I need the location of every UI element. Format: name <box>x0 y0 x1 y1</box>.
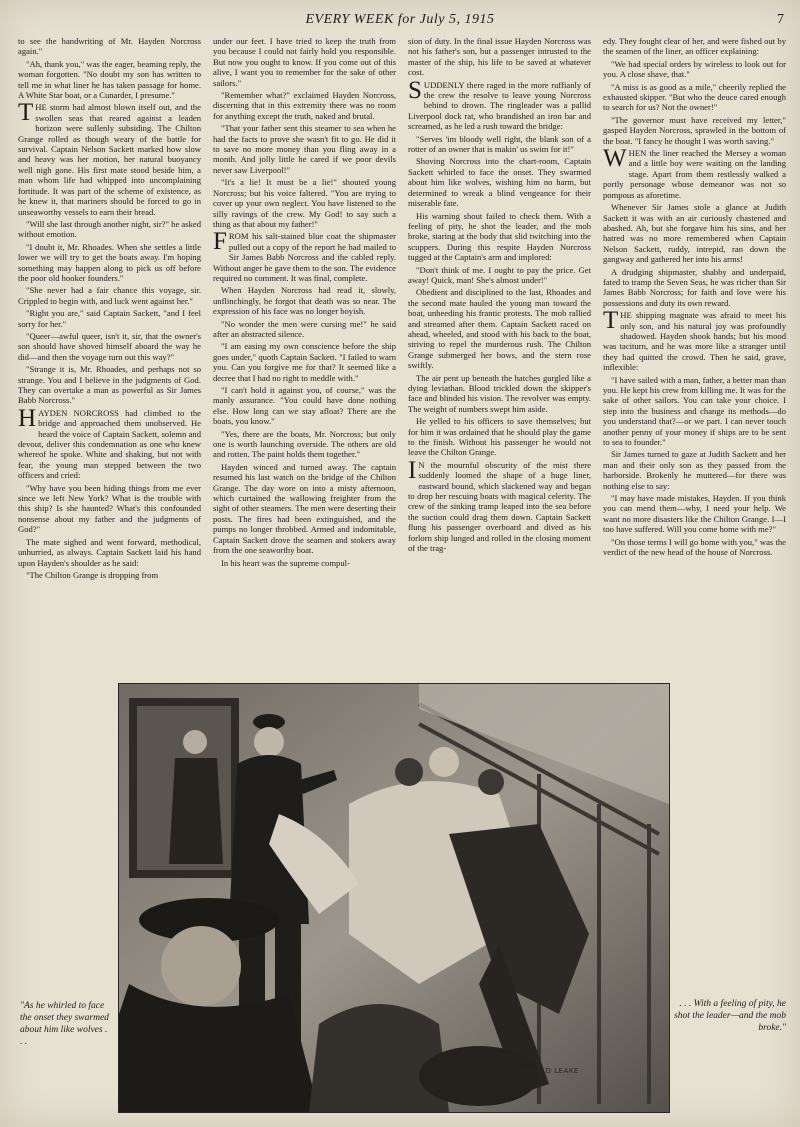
body-paragraph <box>408 134 591 155</box>
paragraph-text: UDDENLY there raged in the more ruffianly of the crew the resolve to leave young Norcross behind to drown. The ringleader was a pallid Liverpool dock rat, who brandished an iron bar and screamed, as he led a rush toward the bridge: <box>408 79 591 132</box>
drop-cap: W <box>603 145 627 173</box>
paragraph-text: "The governor must have received my letter," gasped Hayden Norcross, sprawled in the bottom of the boat. "I fancy he thought I was worth saving." <box>603 114 786 146</box>
text-column-2 <box>213 36 396 664</box>
paragraph-text: "Why have you been hiding things from me ever since we left New York? What is the trouble with this ship? Is she haunted? What's this confounded nonsense about my father and the judgments of God?" <box>18 482 201 535</box>
text-column-1 <box>18 36 201 664</box>
body-paragraph <box>18 36 201 57</box>
body-paragraph <box>213 429 396 460</box>
body-paragraph <box>603 82 786 113</box>
body-paragraph <box>213 385 396 427</box>
body-paragraph <box>603 145 786 200</box>
paragraph-text: "Yes, there are the boats, Mr. Norcross; but only one is worth launching overside. The others are old and rotten. The paint holds them together." <box>213 428 396 460</box>
paragraph-text: "She never had a fair chance this voyage, sir. Crippled to begin with, and luck went against her." <box>18 285 201 306</box>
paragraph-text: Shoving Norcross into the chart-room, Captain Sackett whirled to face the onset. They swarmed about him like wolves, wishing him no harm, but determined to wreak a blind vengeance for their miserable fate. <box>408 156 591 209</box>
body-paragraph <box>603 36 786 57</box>
drop-cap: H <box>18 404 37 432</box>
paragraph-text: "It's a lie! It must be a lie!" shouted young Norcross; but his voice faltered. "You are trying to cover up your own neglect. You have listened to the silly ravings of the crew. My God! to say such a thing as that about my father!" <box>213 177 396 229</box>
paragraph-text: "Strange it is, Mr. Rhoades, and perhaps not so strange. You and I believe in the judgments of God. They can overtake a man as powerful as Sir James Babb Norcross." <box>18 364 201 406</box>
body-paragraph <box>603 115 786 146</box>
paragraph-text: His warning shout failed to check them. With a feeling of pity, he shot the leader, and the mob broke, staring at the body that slid twitching into the scuppers. During this respite Hayden Norcross tugged at the Captain's arm and implored: <box>408 210 591 263</box>
paragraph-text: "Serves 'im bloody well right, the blank son of a rotter of an owner that is makin' us swim for it!" <box>408 133 591 155</box>
body-paragraph <box>213 558 396 568</box>
paragraph-text: A drudging shipmaster, shabby and underpaid, fated to tramp the Seven Seas, he was richer than Sir James Babb Norcross; for faith and love were his possessions and duty its own reward. <box>603 266 786 308</box>
body-paragraph <box>408 211 591 263</box>
caption-left: "As he whirled to face the onset they swarmed about him like wolves . . . <box>20 1001 109 1047</box>
paragraph-text: "I may have made mistakes, Hayden. If you think you can mend them—why, I need your help. We want no more disasters like the Chilton Grange. I—I too have suffered. Will you come home with me?" <box>603 493 786 535</box>
paragraph-text: Whenever Sir James stole a glance at Judith Sackett it was with an air curiously chastened and abashed. Ah, but she forgave him his sins, and her hatred was no more remembered when Captain Nelson Sackett, ruddy, intrepid, ran down the gangway and gathered her into his arms! <box>603 202 786 265</box>
body-paragraph <box>603 267 786 309</box>
body-paragraph <box>213 341 396 383</box>
paragraph-text: The air pent up beneath the hatches gurgled like a dying leviathan. Blood trickled down the skipper's face and blinded his vision. The revolver was empty. The weight of numbers swept him aside. <box>408 372 591 414</box>
page-number: 7 <box>777 12 784 27</box>
story-columns <box>18 36 786 664</box>
paragraph-text: AYDEN NORCROSS had climbed to the bridge and approached them unobserved. He heard the voice of Captain Sackett, solemn and devout, deliver this condemnation as one who knew whereof he spoke. White and shaking, but not with fear, the young man stepped between the two officers and cried: <box>18 407 201 481</box>
body-paragraph <box>18 570 201 580</box>
body-paragraph <box>603 202 786 264</box>
text-column-3 <box>408 36 591 664</box>
body-paragraph <box>18 331 201 362</box>
body-paragraph <box>603 493 786 535</box>
body-paragraph <box>213 285 396 316</box>
drop-cap: T <box>603 307 619 335</box>
paragraph-text: "A miss is as good as a mile," cheerily replied the exhausted skipper. "But who the deuce cared enough to search for us? Not the owner!" <box>603 81 786 113</box>
paragraph-text: In his heart was the supreme compul- <box>221 557 350 568</box>
paragraph-text: HE shipping magnate was afraid to meet his only son, and his natural joy was profoundly shadowed. Hayden shook hands; but his mood was taciturn, and he was more like a stranger until they had quitted the crowd. Then he said, grave, inflexible: <box>603 310 786 373</box>
paragraph-text: "Remember what?" exclaimed Hayden Norcross, discerning that in this extremity there was no room for anything except the truth, naked and brutal. <box>213 90 396 121</box>
paragraph-text: edy. They fought clear of her, and were fished out by the seamen of the liner, an officer explaining: <box>603 36 786 57</box>
paragraph-text: "Queer—awful queer, isn't it, sir, that the owner's son should have shoved himself aboard the way he did—and then the voyage turn out this way?" <box>18 330 201 362</box>
paragraph-text: He yelled to his officers to save themselves; but for him it was ordained that he should play the game to the finish. Without his passenger he would not leave the Chilton Grange. <box>408 416 591 458</box>
body-paragraph <box>213 462 396 556</box>
paragraph-text: "I am easing my own conscience before the ship goes under," quoth Captain Sackett. "I failed to warn you. Can you forgive me for that? It seemed like a decree that I had no right to meddle with." <box>213 341 396 383</box>
dropped-hat-shape <box>419 1046 539 1106</box>
paragraph-text: "Ah, thank you," was the eager, beaming reply, the woman forgotten. "No doubt my son has written to tell me in what liner he has taken passage for home. A White Star boat, or a Cunarder, I presume." <box>18 58 201 101</box>
body-paragraph <box>18 285 201 306</box>
paragraph-text: When Hayden Norcross had read it, slowly, unflinchingly, he forgot that death was so near. The expression of his face was no longer boyish. <box>213 285 396 317</box>
body-paragraph <box>408 156 591 208</box>
paragraph-text: Sir James turned to gaze at Judith Sackett and her man and their only son as they passed from the harborside. Brokenly he muttered—for there was nothing else to say: <box>603 449 786 491</box>
drop-cap: T <box>18 99 34 127</box>
body-paragraph <box>408 373 591 415</box>
body-paragraph <box>18 404 201 481</box>
paragraph-text: "We had special orders by wireless to look out for you. A close shave, that." <box>603 58 786 80</box>
body-paragraph <box>603 375 786 448</box>
paragraph-text: Obedient and disciplined to the last, Rhoades and the second mate hauled the young man toward the boat, unheeding his frantic protests. The mob rallied and streamed after them. Captain Sackett raced on ahead, wheeled, and stood with his back to the boat, striving to repel the murderous rush. The Chilton Grange submerged her bows, and the stern rose swiftly. <box>408 287 591 371</box>
body-paragraph <box>408 36 591 78</box>
body-paragraph <box>18 308 201 329</box>
running-head: EVERY WEEK for July 5, 1915 <box>305 12 495 27</box>
paragraph-text: "I have sailed with a man, father, a better man than you. He kept his crew from killing me. It was for the sake of other sailors. You can take your choice. I step into the business and change its methods—do you understand that?—or we part. I can never touch another penny of your money if ships are to be sent to sea to founder." <box>603 374 786 448</box>
body-paragraph <box>408 76 591 132</box>
artist-signature: GERALD LEAKE <box>520 1067 579 1075</box>
paragraph-text: HE storm had almost blown itself out, and the swollen seas that reared against a leaden horizon were sullenly subsiding. The Chilton Grange rolled as though weary of the battle for survival. Captain Nelson Sackett marked how slow and heavy was her motion, her natural buoyancy well nigh gone. His first mate stood beside him, a man whom life had whipped into uncomplaining fortitude. It was part of the scheme of existence, as he knew it, that mariners should be forced to go in unseaworthy vessels to earn their bread. <box>18 102 201 217</box>
text-column-4 <box>603 36 786 664</box>
illustration-artwork <box>119 684 669 1112</box>
paragraph-text: "Right you are," said Captain Sackett, "and I feel sorry for her." <box>18 308 201 329</box>
paragraph-text: "The Chilton Grange is dropping from <box>26 569 159 580</box>
body-paragraph <box>18 483 201 535</box>
page-header <box>0 12 800 34</box>
body-paragraph <box>18 59 201 101</box>
paragraph-text: ROM his salt-stained blue coat the shipmaster pulled out a copy of the report he had mailed to Sir James Babb Norcross and the cabled reply. Without anger he gave them to the son. The evidence required no comment. It was final, complete. <box>213 231 396 283</box>
paragraph-text: HEN the liner reached the Mersey a woman and a little boy were waiting on the landing stage. Apart from them restlessly walked a portly personage whose demeanor was not so pompous as aforetime. <box>603 148 786 200</box>
body-paragraph <box>18 219 201 240</box>
body-paragraph <box>213 228 396 283</box>
body-paragraph <box>603 449 786 491</box>
body-paragraph <box>408 287 591 370</box>
paragraph-text: "Will she last through another night, sir?" he asked without emotion. <box>18 218 201 240</box>
paragraph-text: Hayden winced and turned away. The captain resumed his last watch on the bridge of the Chilton Grange. The day wore on into a misty afternoon, which curtained the wallowing freighter from the sight of other steamers. The men were deserting their posts. The fires had been extinguished, and the pumps no longer throbbed. Armed and indomitable, Captain Sackett drove the seamen and stokers away from the one seaworthy boat. <box>213 461 396 556</box>
drop-cap: S <box>408 76 422 104</box>
body-paragraph <box>213 36 396 88</box>
body-paragraph <box>18 99 201 217</box>
body-paragraph <box>408 265 591 286</box>
body-paragraph <box>408 456 591 554</box>
body-paragraph <box>213 177 396 229</box>
paragraph-text: under our feet. I have tried to keep the truth from you because I could not fairly hold you responsible. But now you ought to know. If you come out of this alive, I want you to remember for the sake of other sailors." <box>213 36 396 88</box>
paragraph-text: "On those terms I will go home with you," was the verdict of the new head of the house of Norcross. <box>603 536 786 558</box>
body-paragraph <box>603 307 786 373</box>
paragraph-text: sion of duty. In the final issue Hayden Norcross was not his father's son, but a passenger intrusted to the master of the ship, his life to be saved at whatever cost. <box>408 36 591 78</box>
body-paragraph <box>408 416 591 458</box>
body-paragraph <box>213 123 396 175</box>
drop-cap: F <box>213 228 227 256</box>
body-paragraph <box>18 242 201 284</box>
paragraph-text: "I doubt it, Mr. Rhoades. When she settles a little lower we will try to get the boats away. I'm hoping something may happen along to pick us off before the poor old hooker founders." <box>18 241 201 283</box>
paragraph-text: "I can't hold it against you, of course," was the manly assurance. "You could have done nothing else. How long can we stay afloat? There are the boats, you know." <box>213 385 396 427</box>
body-paragraph <box>213 319 396 340</box>
body-paragraph <box>18 537 201 568</box>
body-paragraph <box>603 59 786 80</box>
paragraph-text: N the mournful obscurity of the mist there suddenly loomed the shape of a huge liner, eastward bound, which slackened way and began to drop her rescuing boats with magical celerity. The crew of the sinking tramp leaped into the sea before the suction could drag them down. Captain Sackett flung his passenger overboard and dived as his forlorn ship lunged and rolled in the closing moment of the trag- <box>408 459 591 554</box>
story-illustration <box>118 683 670 1113</box>
paragraph-text: "Don't think of me. I ought to pay the price. Get away! Quick, man! She's almost under!" <box>408 264 591 285</box>
paragraph-text: to see the handwriting of Mr. Hayden Norcross again." <box>18 36 201 57</box>
paragraph-text: "That your father sent this steamer to sea when he had the facts to prove she wasn't fit to go. He did it to save no more money than you fling away in a month. And jolly little he cared if we poor devils never saw Liverpool!" <box>213 123 396 175</box>
caption-right: . . . With a feeling of pity, he shot the leader—and the mob broke." <box>674 999 786 1033</box>
body-paragraph <box>603 537 786 558</box>
body-paragraph <box>18 364 201 406</box>
body-paragraph <box>213 90 396 121</box>
drop-cap: I <box>408 456 417 484</box>
paragraph-text: The mate sighed and went forward, methodical, unhurried, as always. Captain Sackett laid his hand upon Hayden's shoulder as he said: <box>18 536 201 568</box>
paragraph-text: "No wonder the men were cursing me!" he said after an abstracted silence. <box>213 318 396 339</box>
